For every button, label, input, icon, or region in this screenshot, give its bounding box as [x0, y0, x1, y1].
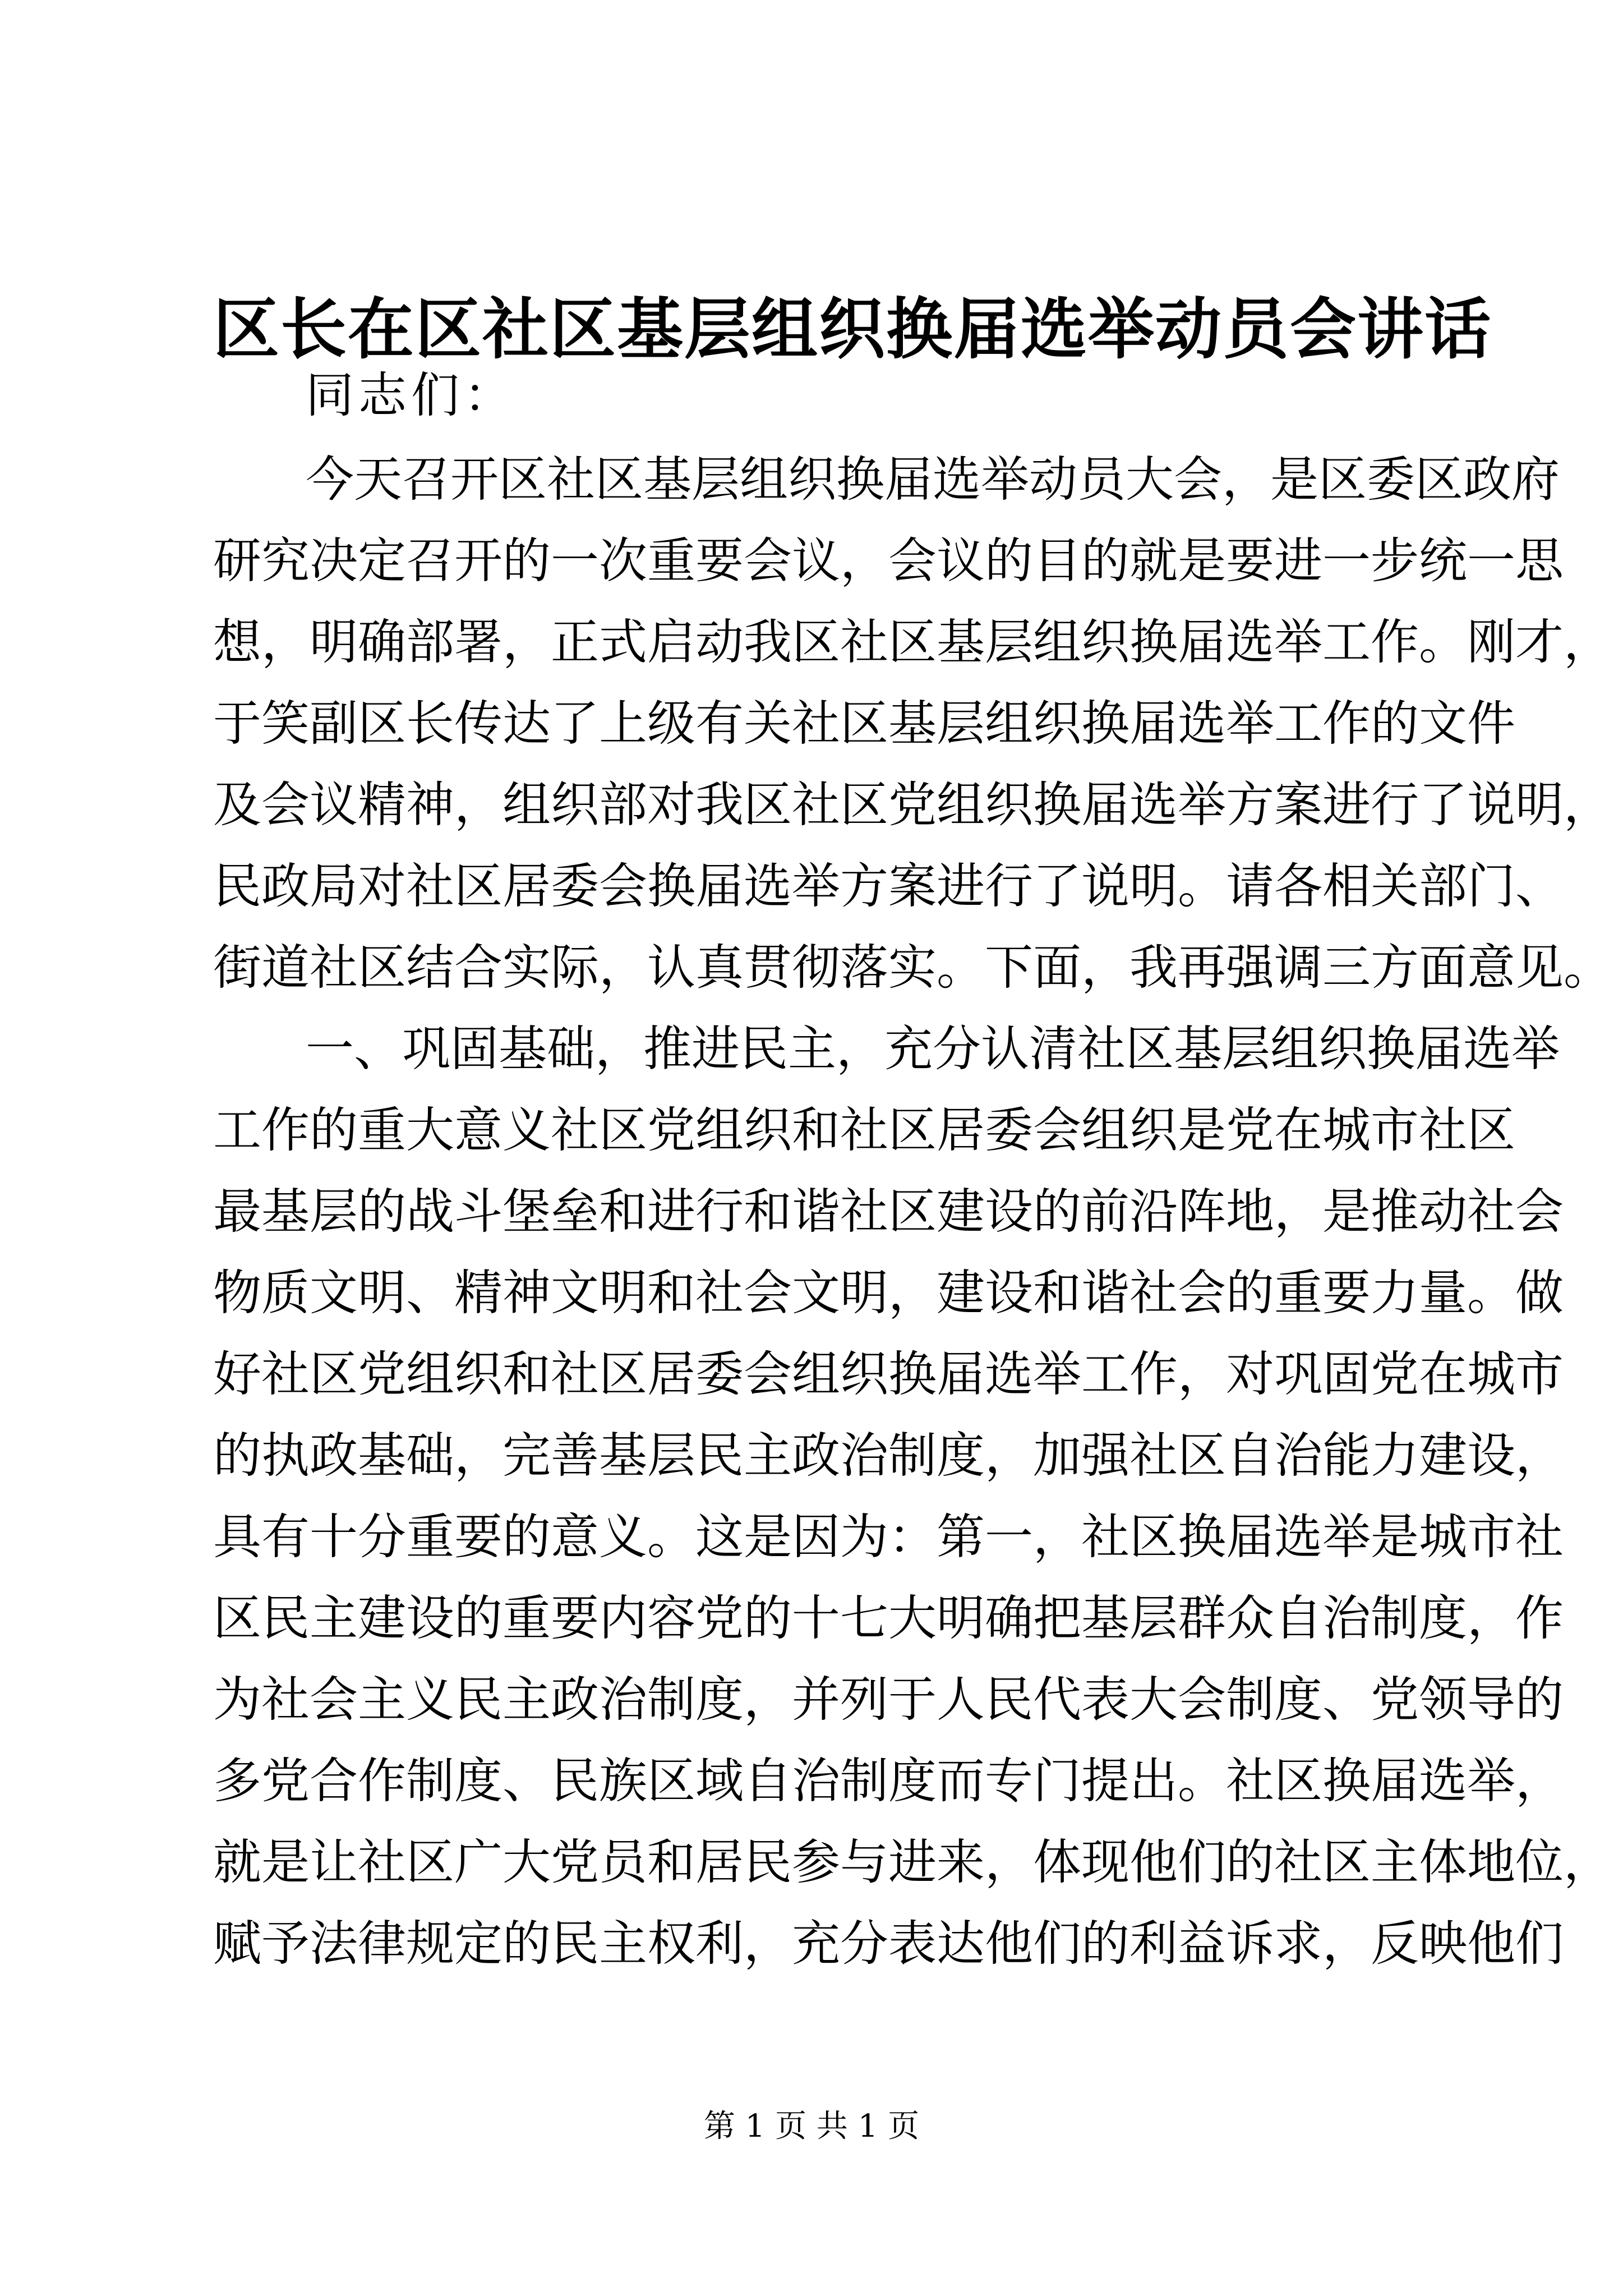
paragraph-line: 一、巩固基础，推进民主，充分认清社区基层组织换届选举 [306, 1021, 1560, 1077]
paragraph-line: 工作的重大意义社区党组织和社区居委会组织是党在城市社区 [213, 1102, 1515, 1158]
paragraph-line: 想，明确部署，正式启动我区社区基层组织换届选举工作。刚才， [213, 614, 1612, 670]
paragraph-line: 研究决定召开的一次重要会议，会议的目的就是要进一步统一思 [213, 533, 1564, 589]
paragraph-line: 物质文明、精神文明和社会文明，建设和谐社会的重要力量。做 [213, 1265, 1564, 1321]
paragraph-line: 多党合作制度、民族区域自治制度而专门提出。社区换届选举， [213, 1753, 1564, 1809]
paragraph-line: 及会议精神，组织部对我区社区党组织换届选举方案进行了说明， [213, 777, 1612, 833]
paragraph-line: 就是让社区广大党员和居民参与进来，体现他们的社区主体地位， [213, 1834, 1612, 1890]
paragraph-line: 具有十分重要的意义。这是因为：第一，社区换届选举是城市社 [213, 1509, 1564, 1565]
paragraph-line: 最基层的战斗堡垒和进行和谐社区建设的前沿阵地，是推动社会 [213, 1184, 1564, 1240]
paragraph-line: 民政局对社区居委会换届选举方案进行了说明。请各相关部门、 [213, 858, 1564, 914]
page-footer: 第 1 页 共 1 页 [703, 2108, 920, 2145]
paragraph-line: 今天召开区社区基层组织换届选举动员大会，是区委区政府 [306, 452, 1560, 508]
paragraph-line: 于笑副区长传达了上级有关社区基层组织换届选举工作的文件 [213, 696, 1515, 752]
paragraph-line: 赋予法律规定的民主权利，充分表达他们的利益诉求，反映他们 [213, 1916, 1564, 1972]
paragraph-line: 的执政基础，完善基层民主政治制度，加强社区自治能力建设， [213, 1428, 1564, 1484]
paragraph-line: 好社区党组织和社区居委会组织换届选举工作，对巩固党在城市 [213, 1346, 1564, 1402]
paragraph-line: 区民主建设的重要内容党的十七大明确把基层群众自治制度，作 [213, 1590, 1564, 1646]
document-title: 区长在区社区基层组织换届选举动员会讲话 [213, 290, 1492, 368]
paragraph-line: 为社会主义民主政治制度，并列于人民代表大会制度、党领导的 [213, 1672, 1564, 1728]
paragraph-line: 街道社区结合实际，认真贯彻落实。下面，我再强调三方面意见。 [213, 940, 1612, 996]
salutation: 同志们： [306, 367, 517, 424]
